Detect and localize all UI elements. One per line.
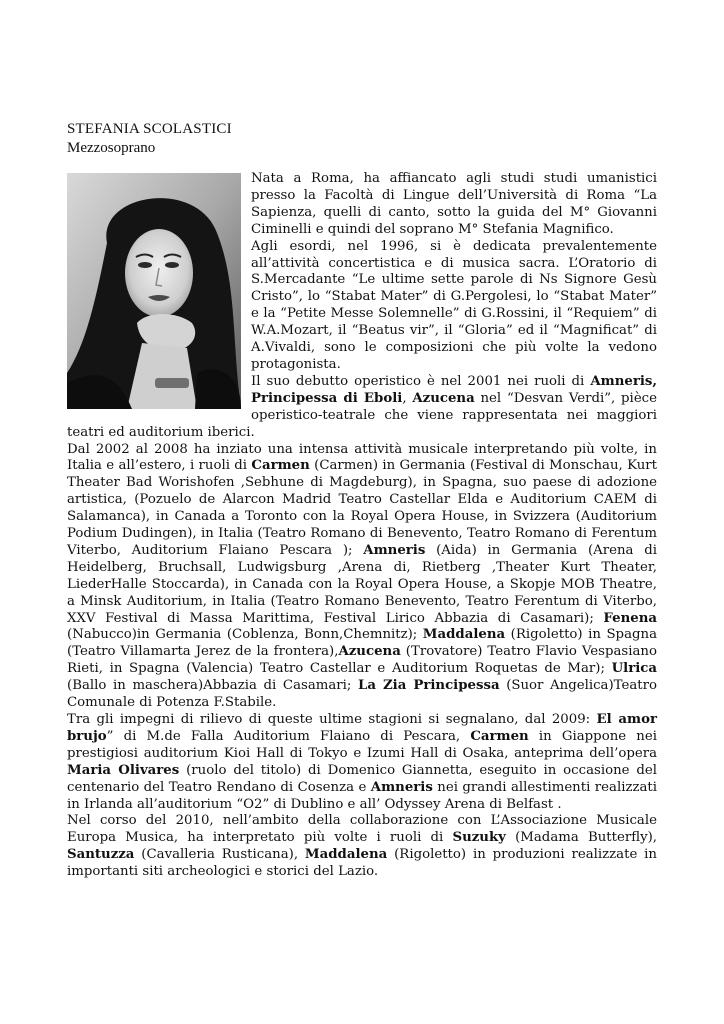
bio-paragraph <box>67 813 657 881</box>
text-run: (Nabucco)in Germania (Coblenza, Bonn,Chemnitz); <box>67 627 423 643</box>
text-run: ” di M.de Falla Auditorium Flaiano di Pescara, <box>106 728 471 744</box>
bio-paragraph <box>67 712 657 813</box>
role-name: Carmen <box>470 728 529 744</box>
role-name: Santuzza <box>67 847 135 863</box>
text-run: (Ballo in maschera)Abbazia di Casamari; <box>67 678 358 694</box>
text-run: (Rigoletto) in Spagna (Teatro Villamarta Jerez de la frontera), <box>67 627 657 660</box>
role-name: Carmen <box>251 458 310 474</box>
role-name: Azucena <box>412 390 475 406</box>
text-run: (Carmen) in Germania (Festival di Monschau, Kurt Theater Bad Worishofen ,Sebhune di Magdeburg), in Spagna, suo paese di adozione artistica, (Pozuelo de Alarcon Madrid Teatro Castellar Elda e Auditorium CAEM di Salamanca), in Canada a Toronto con la Royal Opera House, in Svizzera (Auditorium Podium Dudingen), in Italia (Teatro Romano di Benevento, Teatro Romano di Ferentum Viterbo, Auditorium Flaiano Pescara ); <box>67 458 657 558</box>
text-run: (Cavalleria Rusticana), <box>134 847 305 863</box>
role-name: El amor brujo <box>67 712 657 744</box>
text-run: Dal 2002 al 2008 ha inziato una intensa attività musicale interpretando più volte, in Italia e all’estero, i ruoli di <box>67 441 657 474</box>
role-name: Maria Olivares <box>67 762 180 778</box>
text-run: (Rigoletto) in produzioni realizzate in importanti siti archeologici e storici del Lazio. <box>67 847 657 880</box>
text-run: Tra gli impegni di rilievo di queste ultime stagioni si segnalano, dal 2009: <box>67 712 597 727</box>
role-name: Amneris <box>363 542 426 558</box>
document-header <box>67 120 667 158</box>
artist-role: Mezzosoprano <box>67 140 156 156</box>
text-run: (ruolo del titolo) di Domenico Giannetta, eseguito in occasione del centenario del Teatro Rendano di Cosenza e <box>67 762 657 795</box>
role-name: Maddalena <box>422 627 506 643</box>
text-run: in Giappone nei prestigiosi auditorium Kioi Hall di Tokyo e Izumi Hall di Osaka, anteprima dell’opera <box>67 728 657 761</box>
role-name: Amneris <box>370 779 433 795</box>
text-run: (Aida) in Germania (Arena di Heidelberg, Bruchsall, Ludwigsburg ,Arena di, Rietberg ,Theater Kurt Theater, LiederHalle Stoccarda), in Canada con la Royal Opera House, a Skopje MOB Theatre, a Minsk Auditorium, in Italia (Teatro Romano Benevento, Teatro Ferentum di Viterbo, XXV Festival di Massa Marittima, Festival Lirico Abbazia di Casamari); <box>67 542 657 626</box>
artist-name: STEFANIA SCOLASTICI <box>67 121 232 137</box>
text-run: , <box>402 390 413 406</box>
bio-paragraph: Nata a Roma, ha affiancato agli studi studi umanistici presso la Facoltà di Lingue dell’Università di Roma “La Sapienza, quelli di canto, sotto la guida del M° Giovanni Ciminelli e quindi del soprano M° Stefania Magnifico. <box>251 171 657 237</box>
bio-paragraph: Agli esordi, nel 1996, si è dedicata prevalentemente all’attività concertistica e di musica sacra. L’Oratorio di S.Mercadante “Le ultime sette parole di Ns Signore Gesù Cristo”, lo “Stabat Mater” di G.Pergolesi, lo “Stabat Mater” e la “Petite Messe Solemnelle” di G.Rossini, il “Requiem” di W.A.Mozart, il “Beatus vir”, il “Gloria” ed il “Magnificat” di A.Vivaldi, sono le composizioni che più volte la vedono protagonista. <box>251 238 657 372</box>
bio-paragraph <box>67 442 657 713</box>
text-run: (Suor Angelica)Teatro Comunale di Potenza F.Stabile. <box>67 678 657 711</box>
portrait-photo-icon <box>67 173 241 409</box>
text-run: Il suo debutto operistico è nel 2001 nei ruoli di <box>251 373 591 389</box>
role-name: Ulrica <box>611 661 657 677</box>
role-name: Fenena <box>603 610 657 626</box>
text-run: (Madama Butterfly), <box>505 830 657 846</box>
biography <box>67 171 657 881</box>
role-name: Maddalena <box>304 847 388 863</box>
text-run: (Trovatore) Teatro Flavio Vespasiano Rieti, in Spagna (Valencia) Teatro Castellar e Auditorium Roquetas de Mar); <box>67 644 657 677</box>
text-run: nei grandi allestimenti realizzati in Irlanda all’auditorium “O2” di Dublino e all’ Odyssey Arena di Belfast . <box>67 779 657 812</box>
role-name: Amneris, Principessa di Eboli <box>251 373 657 406</box>
text-run: nel “Desvan Verdi”, pièce operistico-teatrale che viene rappresentata nei maggiori teatri ed auditorium iberici. <box>67 390 657 440</box>
role-name: Suzuky <box>452 830 506 846</box>
text-run: Nel corso del 2010, nell’ambito della collaborazione con L’Associazione Musicale Europa Musica, ha interpretato più volte i ruoli di <box>67 813 657 846</box>
role-name: La Zia Principessa <box>357 678 500 694</box>
role-name: Azucena <box>338 644 401 660</box>
